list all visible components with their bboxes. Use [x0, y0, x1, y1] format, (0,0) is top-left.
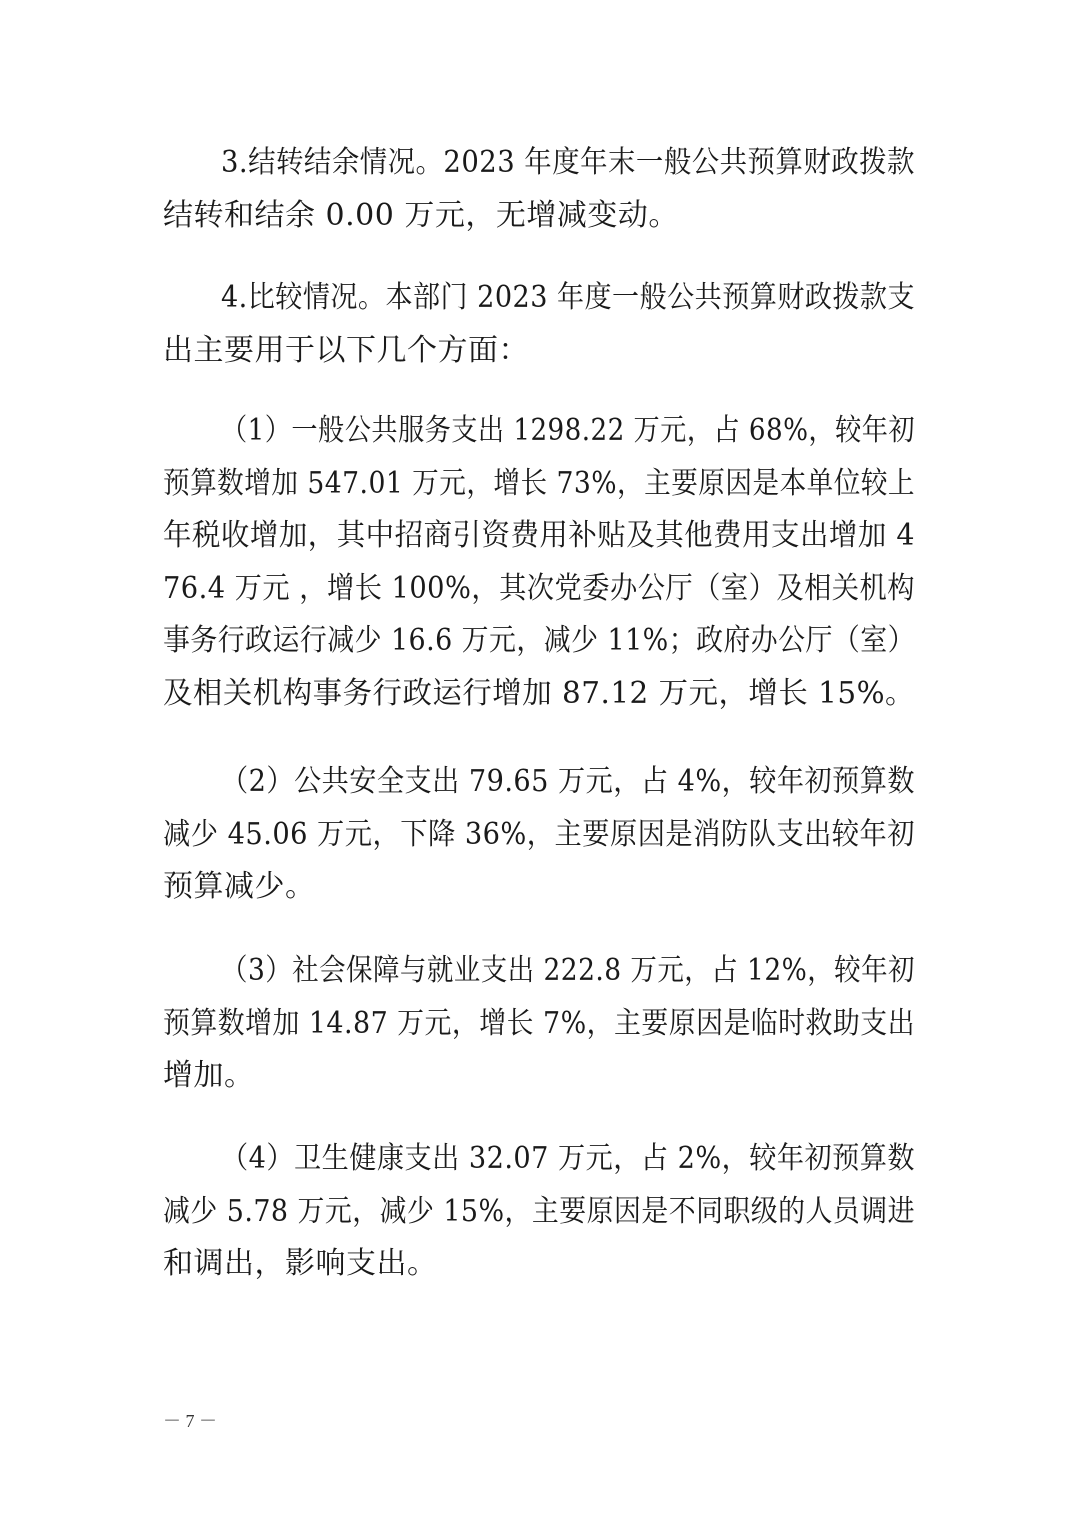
paragraph-line: 预算数增加 547.01 万元，增长 73%，主要原因是本单位较上	[163, 465, 916, 501]
paragraph-line: 4.比较情况。本部门 2023 年度一般公共预算财政拨款支	[221, 280, 915, 315]
paragraph-line: （3）社会保障与就业支出 222.8 万元，占 12%，较年初	[221, 953, 915, 988]
paragraph-line: （1）一般公共服务支出 1298.22 万元，占 68%，较年初	[221, 413, 916, 448]
paragraph-line: 增加。	[163, 1058, 255, 1093]
paragraph-line: 减少 5.78 万元，减少 15%，主要原因是不同职级的人员调进	[163, 1193, 916, 1229]
paragraph-line: 预算数增加 14.87 万元，增长 7%，主要原因是临时救助支出	[163, 1005, 916, 1041]
paragraph-line: 和调出，影响支出。	[163, 1246, 438, 1281]
paragraph-line: 3.结转结余情况。2023 年度年末一般公共预算财政拨款	[221, 145, 915, 180]
paragraph-line: 及相关机构事务行政运行增加 87.12 万元，增长 15%。	[163, 675, 915, 711]
paragraph-line: 结转和结余 0.00 万元，无增减变动。	[163, 197, 679, 233]
paragraph-line: 减少 45.06 万元，下降 36%，主要原因是消防队支出较年初	[163, 816, 915, 852]
paragraph-line: 出主要用于以下几个方面：	[163, 332, 529, 368]
paragraph-health	[163, 1133, 915, 1291]
paragraph-line: （2）公共安全支出 79.65 万元，占 4%，较年初预算数	[221, 764, 915, 799]
paragraph-line: 事务行政运行减少 16.6 万元，减少 11%；政府办公厅（室）	[163, 623, 916, 658]
paragraph-line: 年税收增加，其中招商引资费用补贴及其他费用支出增加 4	[163, 518, 915, 553]
paragraph-line: （4）卫生健康支出 32.07 万元，占 2%，较年初预算数	[221, 1141, 915, 1176]
paragraph-line: 预算减少。	[163, 869, 316, 904]
paragraph-public-safety	[163, 756, 915, 914]
paragraph-comparison	[163, 272, 915, 377]
paragraph-line: 76.4 万元 ，增长 100%，其次党委办公厅（室）及相关机构	[163, 570, 915, 606]
page-number: － 7 －	[163, 1411, 217, 1431]
paragraph-social-security	[163, 945, 915, 1103]
paragraph-general-public-services	[163, 405, 915, 720]
paragraph-carryover-balance	[163, 137, 915, 242]
